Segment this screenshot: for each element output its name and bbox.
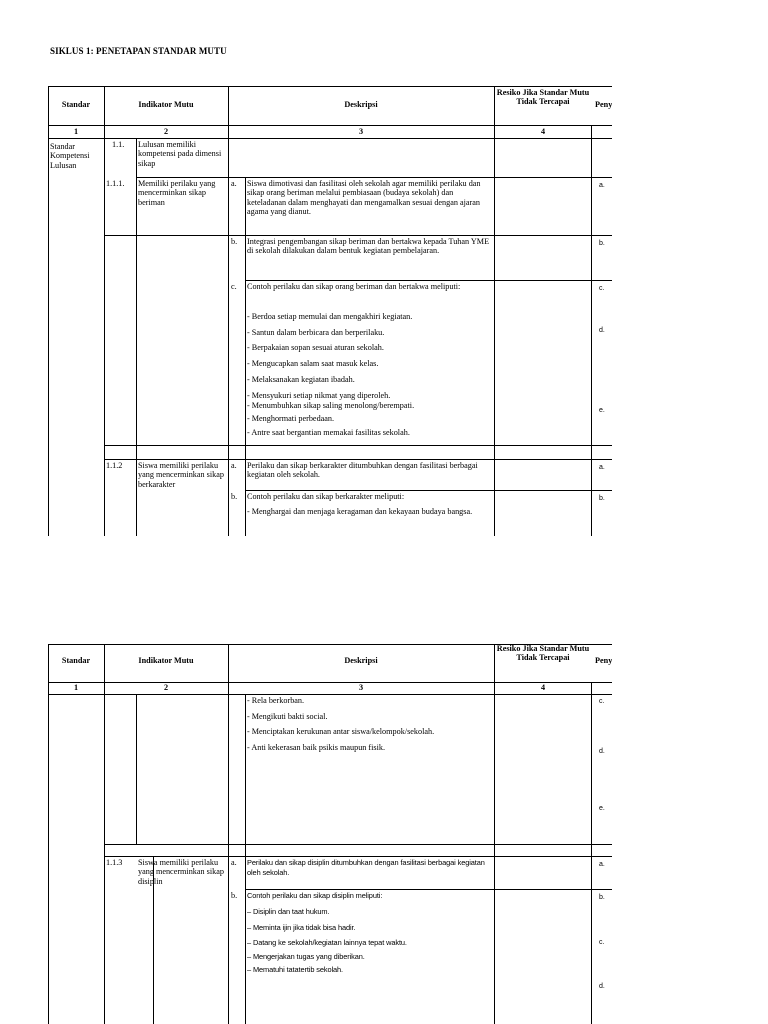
- desc-text: Perilaku dan sikap berkarakter ditumbuhkan dengan fasilitasi berbagai kegiatan oleh sekolah.: [247, 461, 478, 480]
- peny-letter: a.: [599, 464, 605, 471]
- table-page-2: [0, 644, 768, 1024]
- desc-letter: b.: [231, 492, 238, 501]
- desc-text: Integrasi pengembangan sikap beriman dan bertakwa kepada Tuhan YME di sekolah dilakukan dalam bentuk kegiatan pembelajaran.: [247, 237, 490, 256]
- peny-letter: d.: [599, 327, 605, 334]
- header-peny: Peny: [595, 656, 612, 665]
- desc-list: [247, 907, 493, 975]
- desc-letter: a.: [231, 858, 237, 867]
- header-num-1: 1: [73, 683, 79, 692]
- list-item: - Rela berkorban.: [247, 696, 305, 705]
- header-num-3: 3: [358, 127, 364, 136]
- list-item: - Santun dalam berbicara dan berperilaku.: [247, 327, 385, 337]
- list-item: - Menciptakan kerukunan antar siswa/kelompok/sekolah.: [247, 727, 435, 737]
- desc-letter: a.: [231, 461, 237, 470]
- document-title: SIKLUS 1: PENETAPAN STANDAR MUTU: [50, 46, 227, 56]
- header-num-4: 4: [540, 683, 546, 692]
- peny-letter: c.: [599, 285, 605, 292]
- peny-letter: d.: [599, 748, 605, 755]
- list-item: – Mematuhi tatatertib sekolah.: [247, 965, 344, 975]
- desc-text: Contoh perilaku dan sikap disiplin meliputi:: [247, 891, 383, 900]
- desc-letter: c.: [231, 282, 237, 291]
- indicator-number: 1.1.2: [106, 461, 123, 470]
- list-item: – Disiplin dan taat hukum.: [247, 907, 330, 916]
- list-item: - Mensyukuri setiap nikmat yang diperoleh.: [247, 390, 391, 400]
- quality-standard-table: [48, 86, 612, 536]
- header-peny: Peny: [595, 100, 612, 109]
- list-item: - Menghargai dan menjaga keragaman dan kekayaan budaya bangsa.: [247, 507, 473, 516]
- peny-letter: e.: [599, 805, 605, 812]
- peny-letter: c.: [599, 698, 605, 705]
- header-resiko: Resiko Jika Standar Mutu Tidak Tercapai: [496, 644, 590, 663]
- desc-list: [247, 696, 493, 753]
- peny-letter: a.: [599, 182, 605, 189]
- list-item: – Meminta ijin jika tidak bisa hadir.: [247, 922, 356, 932]
- indicator-number: 1.1.3: [106, 858, 123, 867]
- list-item: - Anti kekerasan baik psikis maupun fisik.: [247, 743, 386, 753]
- list-item: - Melaksanakan kegiatan ibadah.: [247, 374, 355, 384]
- indicator-text: Siswa memiliki perilaku yang mencerminkan sikap disiplin: [138, 858, 224, 886]
- desc-letter: b.: [231, 237, 238, 246]
- list-item: - Mengikuti bakti social.: [247, 711, 328, 721]
- header-indikator: Indikator Mutu: [138, 100, 194, 109]
- list-item: – Mengerjakan tugas yang diberikan.: [247, 951, 365, 961]
- list-item: - Berpakaian sopan sesuai aturan sekolah.: [247, 343, 384, 353]
- desc-text: Perilaku dan sikap disiplin ditumbuhkan dengan fasilitasi berbagai kegiatan oleh sekolah.: [247, 858, 485, 877]
- header-num-2: 2: [163, 127, 169, 136]
- quality-standard-table: [48, 644, 612, 1024]
- indicator-text: Lulusan memiliki kompetensi pada dimensi sikap: [138, 140, 222, 168]
- desc-text: Contoh perilaku dan sikap berkarakter meliputi:: [247, 492, 405, 501]
- list-item: – Datang ke sekolah/kegiatan lainnya tepat waktu.: [247, 938, 407, 948]
- header-num-3: 3: [358, 683, 364, 692]
- list-item: - Mengucapkan salam saat masuk kelas.: [247, 359, 379, 369]
- list-item: - Menumbuhkan sikap saling menolong/berempati.: [247, 400, 415, 410]
- list-item: - Menghormati perbedaan.: [247, 414, 335, 424]
- desc-text: Contoh perilaku dan sikap orang beriman dan bertakwa meliputi:: [247, 282, 461, 291]
- indicator-text: Memiliki perilaku yang mencerminkan sikap beriman: [138, 179, 216, 206]
- list-item: - Berdoa setiap memulai dan mengakhiri kegiatan.: [247, 312, 413, 321]
- desc-list: [247, 312, 493, 437]
- header-deskripsi: Deskripsi: [344, 656, 378, 665]
- desc-letter: a.: [231, 179, 237, 188]
- desc-letter: b.: [231, 891, 238, 900]
- standar-label: Standar Kompetensi Lulusan: [50, 142, 90, 170]
- header-num-1: 1: [73, 127, 79, 136]
- peny-letter: b.: [599, 240, 605, 247]
- header-num-2: 2: [163, 683, 169, 692]
- desc-text: Siswa dimotivasi dan fasilitasi oleh sekolah agar memiliki perilaku dan sikap orang beriman melalui pembiasaan (budaya sekolah) dan keteladanan dalam menghayati dan mengamalkan sesuai dengan ajaran agama yang dianut.: [247, 179, 481, 217]
- table-page-1: [0, 86, 768, 536]
- header-num-4: 4: [540, 127, 546, 136]
- indicator-text: Siswa memiliki perilaku yang mencerminkan sikap berkarakter: [138, 461, 224, 489]
- peny-letter: e.: [599, 407, 605, 414]
- peny-letter: b.: [599, 894, 605, 901]
- list-item: - Antre saat bergantian memakai fasilitas sekolah.: [247, 427, 410, 437]
- peny-letter: d.: [599, 983, 605, 990]
- header-resiko: Resiko Jika Standar Mutu Tidak Tercapai: [496, 88, 590, 107]
- header-standar: Standar: [61, 100, 91, 109]
- indicator-number: 1.1.: [112, 140, 125, 149]
- header-deskripsi: Deskripsi: [344, 100, 378, 109]
- peny-letter: c.: [599, 939, 605, 946]
- indicator-number: 1.1.1.: [106, 179, 125, 188]
- header-standar: Standar: [61, 656, 91, 665]
- header-indikator: Indikator Mutu: [138, 656, 194, 665]
- peny-letter: b.: [599, 495, 605, 502]
- peny-letter: a.: [599, 861, 605, 868]
